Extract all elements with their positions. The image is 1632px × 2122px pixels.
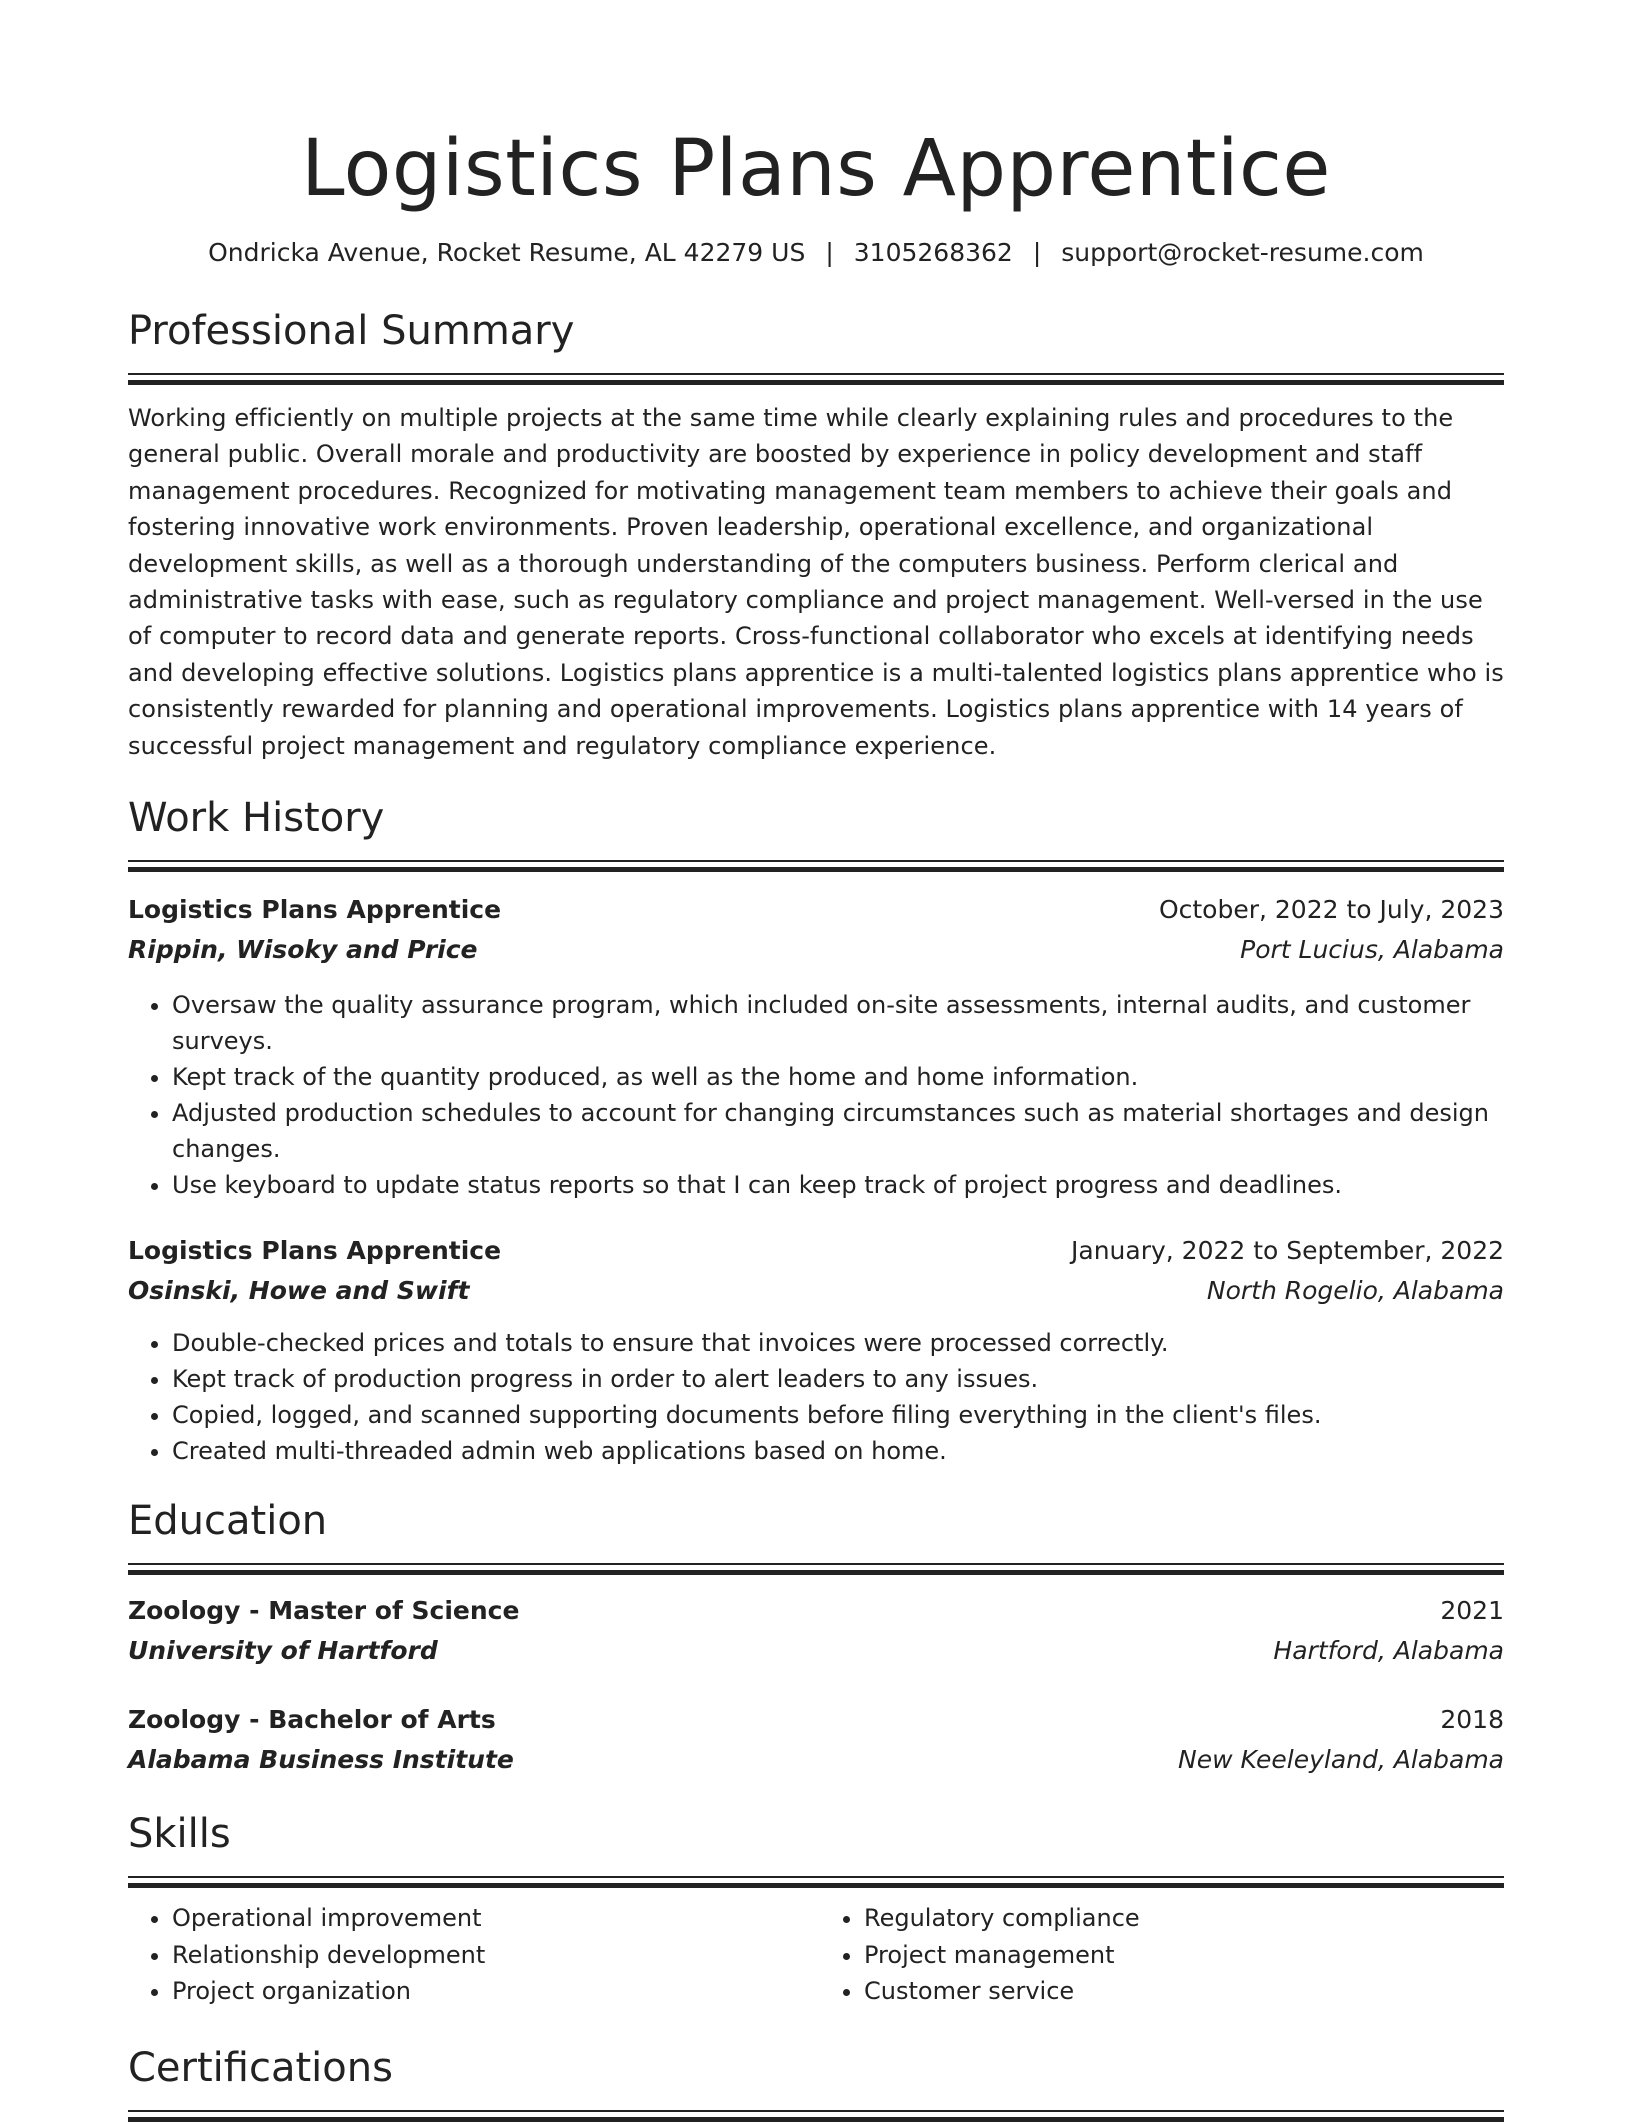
contact-line: [128, 238, 1504, 267]
degree-title: Zoology - Bachelor of Arts: [128, 1705, 496, 1735]
section-divider: [128, 2110, 1504, 2122]
list-item: • Copied, logged, and scanned supporting documents before filing everything in the client's files.: [172, 1397, 1504, 1433]
skill-item: • Relationship development: [172, 1937, 816, 1974]
job-bullets: [128, 1325, 1504, 1469]
skills-section: [128, 1811, 1504, 2010]
skills-column-right: [816, 1900, 1504, 2010]
graduation-year: 2021: [1440, 1596, 1504, 1626]
contact-email: support@rocket-resume.com: [1061, 238, 1424, 267]
school-location: Hartford, Alabama: [1273, 1636, 1504, 1666]
skills-column-left: [128, 1900, 816, 2010]
job-entry: [128, 890, 1504, 1203]
education-school-row: [128, 1740, 1504, 1780]
education-entry: [128, 1591, 1504, 1671]
school-name: Alabama Business Institute: [128, 1745, 514, 1775]
section-divider: [128, 1563, 1504, 1575]
job-company: Osinski, Howe and Swift: [128, 1276, 470, 1306]
job-company: Rippin, Wisoky and Price: [128, 935, 478, 965]
skills-grid: [128, 1900, 1504, 2010]
section-title-work-history: Work History: [128, 795, 385, 842]
education-header-row: [128, 1700, 1504, 1740]
job-header-row: [128, 890, 1504, 930]
job-location: North Rogelio, Alabama: [1206, 1276, 1504, 1306]
candidate-name: Logistics Plans Apprentice: [301, 124, 1331, 214]
work-history-section: [128, 795, 1504, 1469]
education-entry: [128, 1700, 1504, 1780]
summary-section: [128, 308, 1504, 764]
contact-separator: |: [1032, 238, 1042, 267]
section-divider: [128, 860, 1504, 872]
education-school-row: [128, 1631, 1504, 1671]
section-divider: [128, 1876, 1504, 1888]
list-item: • Oversaw the quality assurance program, which included on-site assessments, internal audits, and customer surveys.: [172, 987, 1504, 1059]
job-company-row: [128, 1271, 1504, 1311]
job-dates: October, 2022 to July, 2023: [1158, 895, 1504, 925]
degree-title: Zoology - Master of Science: [128, 1596, 520, 1626]
list-item: • Kept track of production progress in order to alert leaders to any issues.: [172, 1361, 1504, 1397]
contact-separator: |: [825, 238, 834, 267]
education-header-row: [128, 1591, 1504, 1631]
school-name: University of Hartford: [128, 1636, 438, 1666]
job-header-row: [128, 1231, 1504, 1271]
job-location: Port Lucius, Alabama: [1240, 935, 1504, 965]
job-company-row: [128, 930, 1504, 970]
job-title: Logistics Plans Apprentice: [128, 1236, 502, 1266]
section-title-education: Education: [128, 1498, 328, 1545]
skill-item: • Project management: [864, 1937, 1504, 1974]
section-divider: [128, 373, 1504, 385]
summary-text: Working efficiently on multiple projects at the same time while clearly explaining rules and procedures to the general public. Overall morale and productivity are boosted by experience in policy development and staff management procedures. Recognized for motivating management team members to achieve their goals and fostering innovative work environments. Proven leadership, operational excellence, and organizational development skills, as well as a thorough understanding of the computers business. Perform clerical and administrative tasks with ease, such as regulatory compliance and project management. Well-versed in the use of computer to record data and generate reports. Cross-functional collaborator who excels at identifying needs and developing effective solutions. Logistics plans apprentice is a multi-talented logistics plans apprentice who is consistently rewarded for planning and operational improvements. Logistics plans apprentice with 14 years of successful project management and regulatory compliance experience.: [128, 404, 1504, 760]
job-bullets: [128, 987, 1504, 1203]
job-title: Logistics Plans Apprentice: [128, 895, 502, 925]
skill-item: • Project organization: [172, 1973, 816, 2010]
job-dates: January, 2022 to September, 2022: [1071, 1236, 1504, 1266]
contact-address: Ondricka Avenue, Rocket Resume, AL 42279 US: [208, 238, 806, 267]
skill-item: • Customer service: [864, 1973, 1504, 2010]
contact-phone: 3105268362: [853, 238, 1013, 267]
list-item: • Double-checked prices and totals to ensure that invoices were processed correctly.: [172, 1325, 1504, 1361]
list-item: • Use keyboard to update status reports so that I can keep track of project progress and deadlines.: [172, 1167, 1504, 1203]
list-item: • Created multi-threaded admin web applications based on home.: [172, 1433, 1504, 1469]
list-item: • Kept track of the quantity produced, as well as the home and home information.: [172, 1059, 1504, 1095]
section-title-summary: Professional Summary: [128, 308, 575, 354]
skill-item: • Regulatory compliance: [864, 1900, 1504, 1937]
school-location: New Keeleyland, Alabama: [1178, 1745, 1504, 1775]
skill-item: • Operational improvement: [172, 1900, 816, 1937]
list-item: • Adjusted production schedules to account for changing circumstances such as material shortages and design changes.: [172, 1095, 1504, 1167]
certifications-section: [128, 2044, 1504, 2122]
job-entry: [128, 1231, 1504, 1469]
section-title-skills: Skills: [128, 1811, 231, 1858]
graduation-year: 2018: [1440, 1705, 1504, 1735]
education-section: [128, 1498, 1504, 1780]
section-title-certifications: Certifications: [128, 2044, 393, 2091]
